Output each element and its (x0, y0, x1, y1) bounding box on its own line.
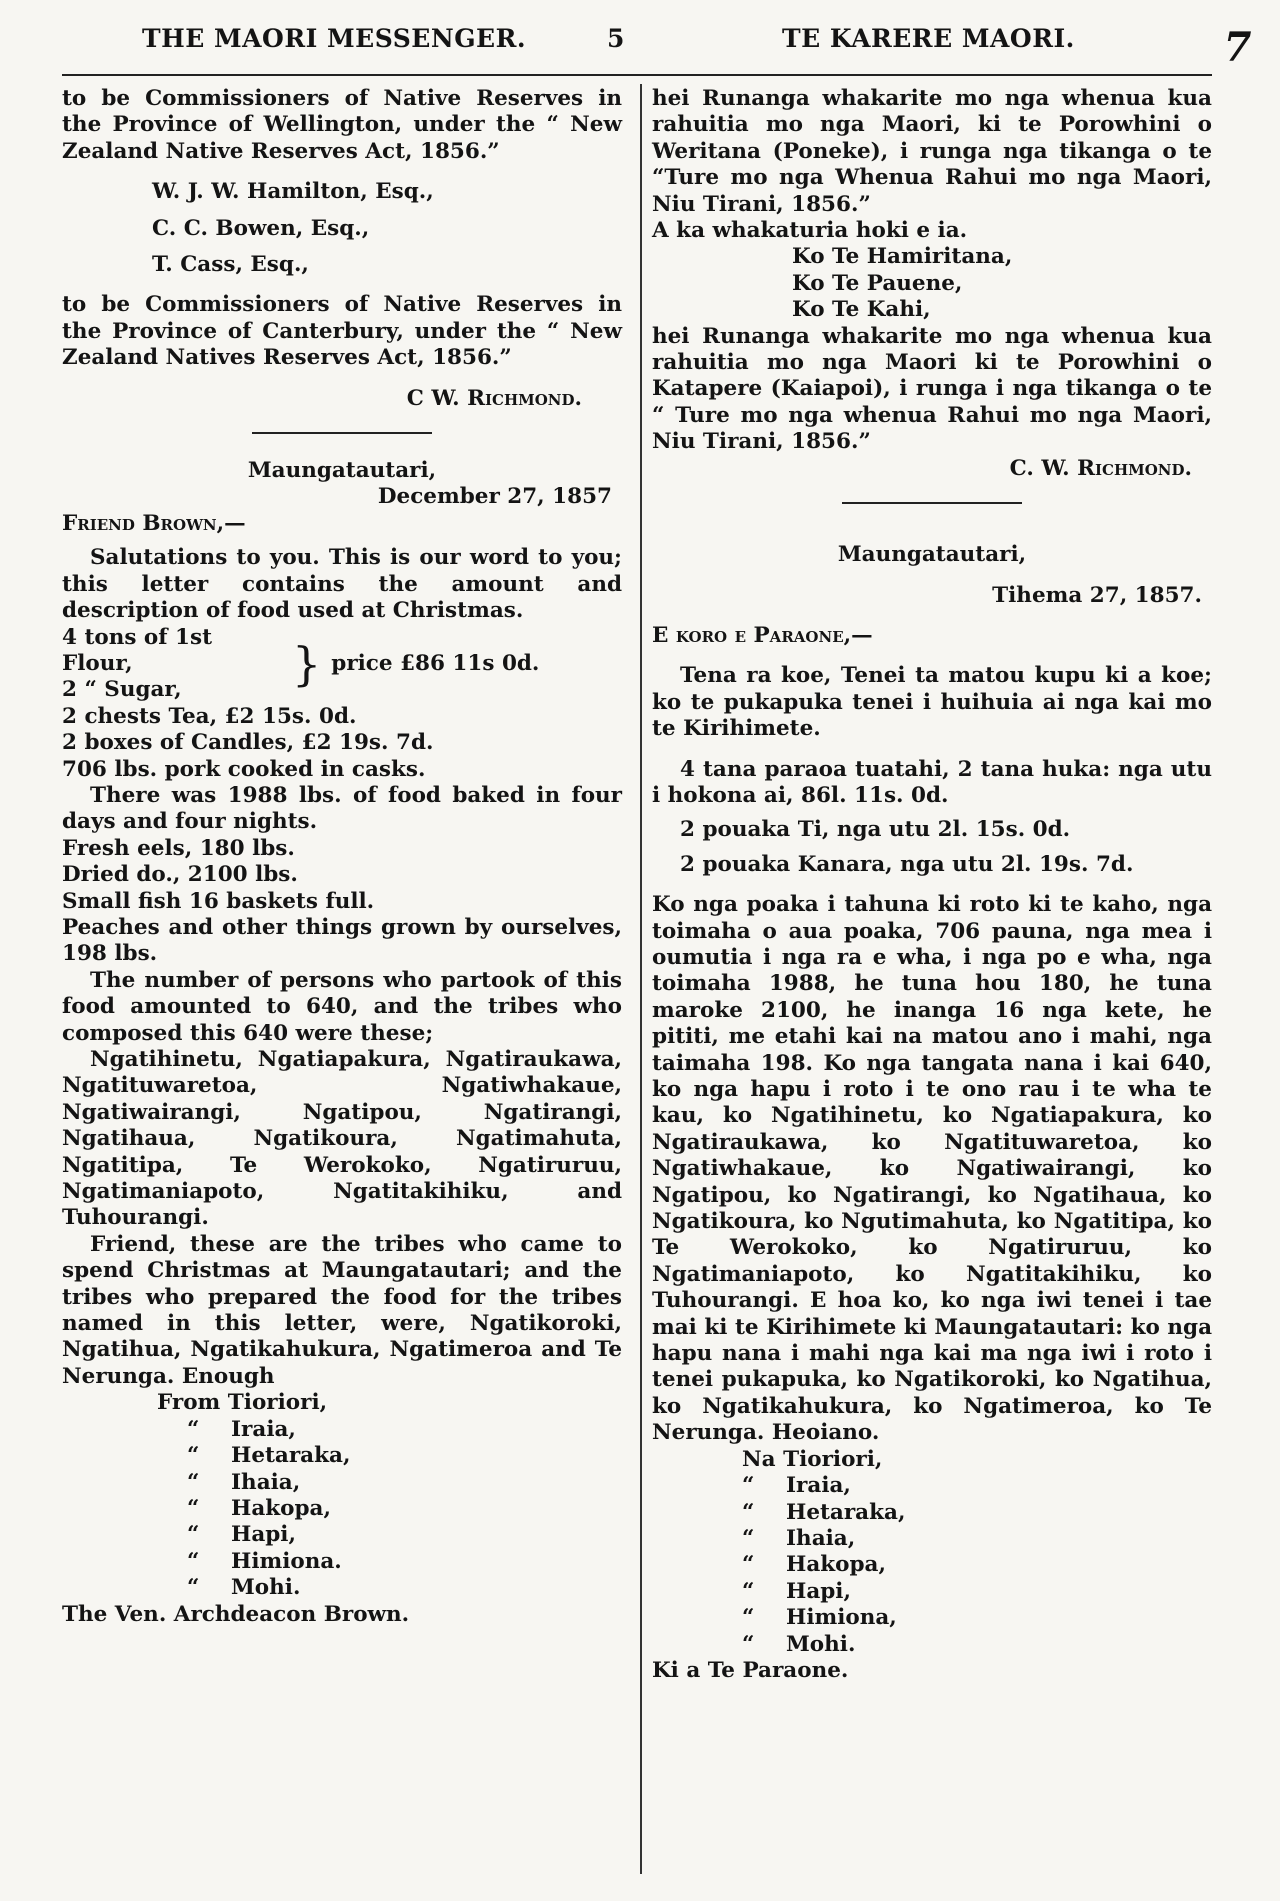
commissioner-name: Ko Te Pauene, (792, 270, 963, 296)
letter-salutation: Friend Brown,— (62, 510, 246, 536)
signature-richmond: C W. Richmond. (406, 385, 582, 411)
header-rule (62, 74, 1212, 76)
letter-intro: Tena ra koe, Tenei ta matou kupu ki a koe; ko te pukapuka tenei i huihuia ai nga kai mo te Kirihimete. (652, 663, 1212, 742)
signatories-list (742, 1447, 1212, 1658)
newspaper-page (62, 14, 1252, 1884)
tea-line: 2 pouaka Ti, nga utu 2l. 15s. 0d. (680, 817, 1071, 843)
also-appointed-line: A ka whakaturia hoki e ia. (652, 218, 968, 244)
item-line: 706 lbs. pork cooked in casks. (62, 756, 426, 782)
commissioner-name: W. J. W. Hamilton, Esq., (152, 179, 434, 205)
baked-food: There was 1988 lbs. of food baked in four days and four nights. (62, 782, 622, 835)
signatories-list (157, 1390, 622, 1601)
commissioner-name: Ko Te Kahi, (792, 297, 931, 323)
letter-date: December 27, 1857 (377, 484, 612, 510)
signatory: “ Himiona, (742, 1605, 897, 1631)
item-line: 2 boxes of Candles, £2 19s. 7d. (62, 730, 434, 756)
signature-richmond: C. W. Richmond. (1009, 455, 1192, 481)
header-title-english: THE MAORI MESSENGER. (142, 24, 527, 53)
notice-wellington: to be Commissioners of Native Reserves in the Province of Wellington, under the “ New Zealand Native Reserves Act, 1856.” (62, 86, 622, 164)
flour-line: 4 tana paraoa tuatahi, 2 tana huka: nga utu i hokona ai, 86l. 11s. 0d. (652, 756, 1212, 808)
signatory: “ Hakopa, (742, 1552, 886, 1578)
column-divider (640, 84, 642, 1874)
signatory: “ Ihaia, (742, 1525, 856, 1551)
signatory: “ Hetaraka, (742, 1499, 906, 1525)
letter-body-maori: Ko nga poaka i tahuna ki roto ki te kaho, nga toimaha o aua poaka, 706 pauna, nga mea i oumutia i nga ra e wha, i nga po e wha, nga toimaha 1988, he tuna hou 180, he tuna maroke 2100, he inanga 16 nga kete, he pititi, me etahi kai na matou ano i mahi, nga taimaha 198. Ko nga tangata nana i kai 640, ko nga hapu i roto i te ono rau i te wha te kau, ko Ngatihinetu, ko Ngatiapakura, ko Ngatiraukawa, ko Ngatituwaretoa, ko Ngatiwhakaue, ko Ngatiwairangi, ko Ngatipou, ko Ngatirangi, ko Ngatihaua, ko Ngatikoura, ko Ngutimahuta, ko Ngatitipa, ko Te Werokoko, ko Ngatiruruu, ko Ngatimaniapoto, ko Ngatitakihiku, ko Tuhourangi. E hoa ko, ko nga iwi tenei i tae mai ki te Kirihimete ki Maungatautari: ko nga hapu nana i mahi nga kai ma nga iwi i roto i tenei pukapuka, ko Ngatikoroki, ko Ngatihua, ko Ngatikahukura, ko Ngatimeroa, ko Te Nerunga. Heoiano. (652, 892, 1212, 1446)
commissioner-name: Ko Te Hamiritana, (792, 244, 1013, 270)
signatory: “ Hakopa, (187, 1495, 331, 1521)
notice-canterbury: to be Commissioners of Native Reserves in the Province of Canterbury, under the “ New Zealand Natives Reserves Act, 1856.” (62, 292, 622, 371)
signatory: “ Ihaia, (187, 1469, 301, 1495)
signatory: “ Hapi, (742, 1578, 851, 1604)
item-line: Dried do., 2100 lbs. (62, 862, 298, 888)
header-title-maori: TE KARERE MAORI. (782, 24, 1075, 53)
corner-handwritten-mark: 7 (1223, 24, 1252, 71)
section-separator (842, 502, 1022, 504)
signatory: “ Mohi. (187, 1575, 301, 1601)
signatory: “ Iraia, (742, 1473, 851, 1499)
candles-line: 2 pouaka Kanara, nga utu 2l. 19s. 7d. (680, 851, 1134, 877)
letter-place: Maungatautari, (247, 458, 437, 484)
english-column (62, 86, 622, 1628)
commissioner-name: C. C. Bowen, Esq., (152, 215, 370, 241)
friend-paragraph: Friend, these are the tribes who came to spend Christmas at Maungatautari; and the tribes who prepared the food for the tribes named in this letter, were, Ngatikoroki, Ngatihua, Ngatikahukura, Ngatimeroa and Te Nerunga. Enough (62, 1231, 622, 1389)
signatory: “ Himiona. (187, 1548, 342, 1574)
page-number: 5 (607, 24, 625, 53)
flour-line: 4 tons of 1st Flour, (62, 624, 213, 676)
letter-addressee: The Ven. Archdeacon Brown. (62, 1601, 410, 1627)
persons-paragraph: The number of persons who partook of this food amounted to 640, and the tribes who composed this 640 were these; (62, 967, 622, 1046)
from-line: From Tioriori, (157, 1390, 328, 1416)
signatory: “ Hetaraka, (187, 1443, 351, 1469)
signatory: “ Mohi. (742, 1631, 856, 1657)
signatory: “ Hapi, (187, 1522, 296, 1548)
page-header (62, 14, 1252, 71)
letter-place: Maungatautari, (837, 542, 1027, 568)
item-line: Fresh eels, 180 lbs. (62, 835, 295, 861)
item-line: Small fish 16 baskets full. (62, 888, 375, 914)
flour-sugar-price (62, 625, 622, 704)
letter-addressee: Ki a Te Paraone. (652, 1657, 849, 1683)
from-line: Na Tioriori, (742, 1446, 883, 1472)
tribes-list: Ngatihinetu, Ngatiapakura, Ngatiraukawa, Ngatituwaretoa, Ngatiwhakaue, Ngatiwairangi, Ngatipou, Ngatirangi, Ngatihaua, Ngatikoura, Ngatimahuta, Ngatitipa, Te Werokoko, Ngatiruruu, Ngatimaniapoto, Ngatitakihiku, and Tuhourangi. (62, 1047, 622, 1231)
notice-canterbury-maori: hei Runanga whakarite mo nga whenua kua rahuitia mo nga Maori ki te Porowhini o Katapere (Kaiapoi), i runga i nga tikanga o te “ Ture mo nga whenua Rahui mo nga Maori, Niu Tirani, 1856.” (652, 323, 1212, 455)
letter-date: Tihema 27, 1857. (992, 582, 1202, 608)
brace-icon: } (292, 637, 322, 692)
letter-intro: Salutations to you. This is our word to you; this letter contains the amount and description of food used at Christmas. (62, 545, 622, 624)
notice-wellington-maori: hei Runanga whakarite mo nga whenua kua rahuitia mo nga Maori, ki te Porowhini o Weritana (Poneke), i runga nga tikanga o te “Ture mo nga Whenua Rahui mo nga Maori, Niu Tirani, 1856.” (652, 86, 1212, 217)
commissioner-name: T. Cass, Esq., (152, 252, 309, 278)
item-line: 2 chests Tea, £2 15s. 0d. (62, 703, 357, 729)
maori-column (652, 86, 1212, 1684)
sugar-line: 2 “ Sugar, (62, 677, 182, 703)
flour-sugar-price-value: price £86 11s 0d. (331, 650, 540, 676)
peaches-line: Peaches and other things grown by ourselves, 198 lbs. (62, 914, 622, 967)
letter-salutation: E koro e Paraone,— (652, 622, 873, 648)
section-separator (252, 432, 432, 434)
signatory: “ Iraia, (187, 1416, 296, 1442)
